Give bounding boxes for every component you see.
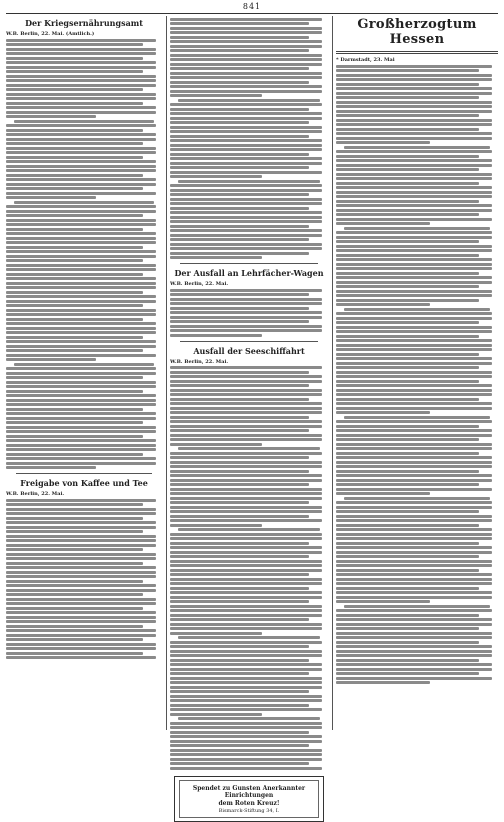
column-rule-2 — [332, 16, 333, 730]
column-left — [6, 16, 162, 730]
appeal-line: Spendet zu Gunsten Anerkannter Einrichtungen — [192, 784, 306, 799]
column-right — [336, 16, 498, 730]
dateline: W.B. Berlin, 22. Mai. (Amtlich.) — [6, 31, 95, 37]
dateline: W.B. Berlin, 22. Mai. — [170, 281, 229, 287]
article-heading: Ausfall der Seeschiffahrt — [193, 345, 305, 356]
top-rule — [6, 13, 498, 14]
section-divider — [180, 263, 318, 264]
dateline: W.B. Berlin, 22. Mai. — [6, 491, 65, 497]
article-body — [170, 289, 328, 337]
heading-rule — [336, 51, 498, 54]
page-number: 841 — [242, 2, 262, 11]
article-body — [6, 39, 162, 470]
article-body — [6, 499, 162, 660]
section-divider — [16, 473, 152, 474]
article-body — [336, 65, 498, 685]
appeal-address: Bismarck-Stiftung 34, I. — [218, 807, 280, 814]
red-cross-appeal-box — [174, 776, 324, 822]
dateline: * Darmstadt, 23. Mai — [336, 57, 395, 63]
article-heading: Freigabe von Kaffee und Tee — [20, 478, 148, 488]
article-body — [170, 18, 328, 260]
appeal-headline: dem Roten Kreuz! — [218, 799, 280, 807]
column-rule-1 — [166, 16, 167, 730]
article-heading: Der Ausfall an Lehrfächer-Wagen — [174, 268, 324, 278]
article-heading: Der Kriegsernährungsamt — [25, 18, 143, 28]
column-middle — [170, 16, 328, 814]
section-heading: Großherzogtum Hessen — [357, 17, 477, 47]
dateline: W.B. Berlin, 22. Mai. — [170, 358, 229, 365]
article-body — [170, 366, 328, 770]
section-divider — [180, 341, 318, 342]
